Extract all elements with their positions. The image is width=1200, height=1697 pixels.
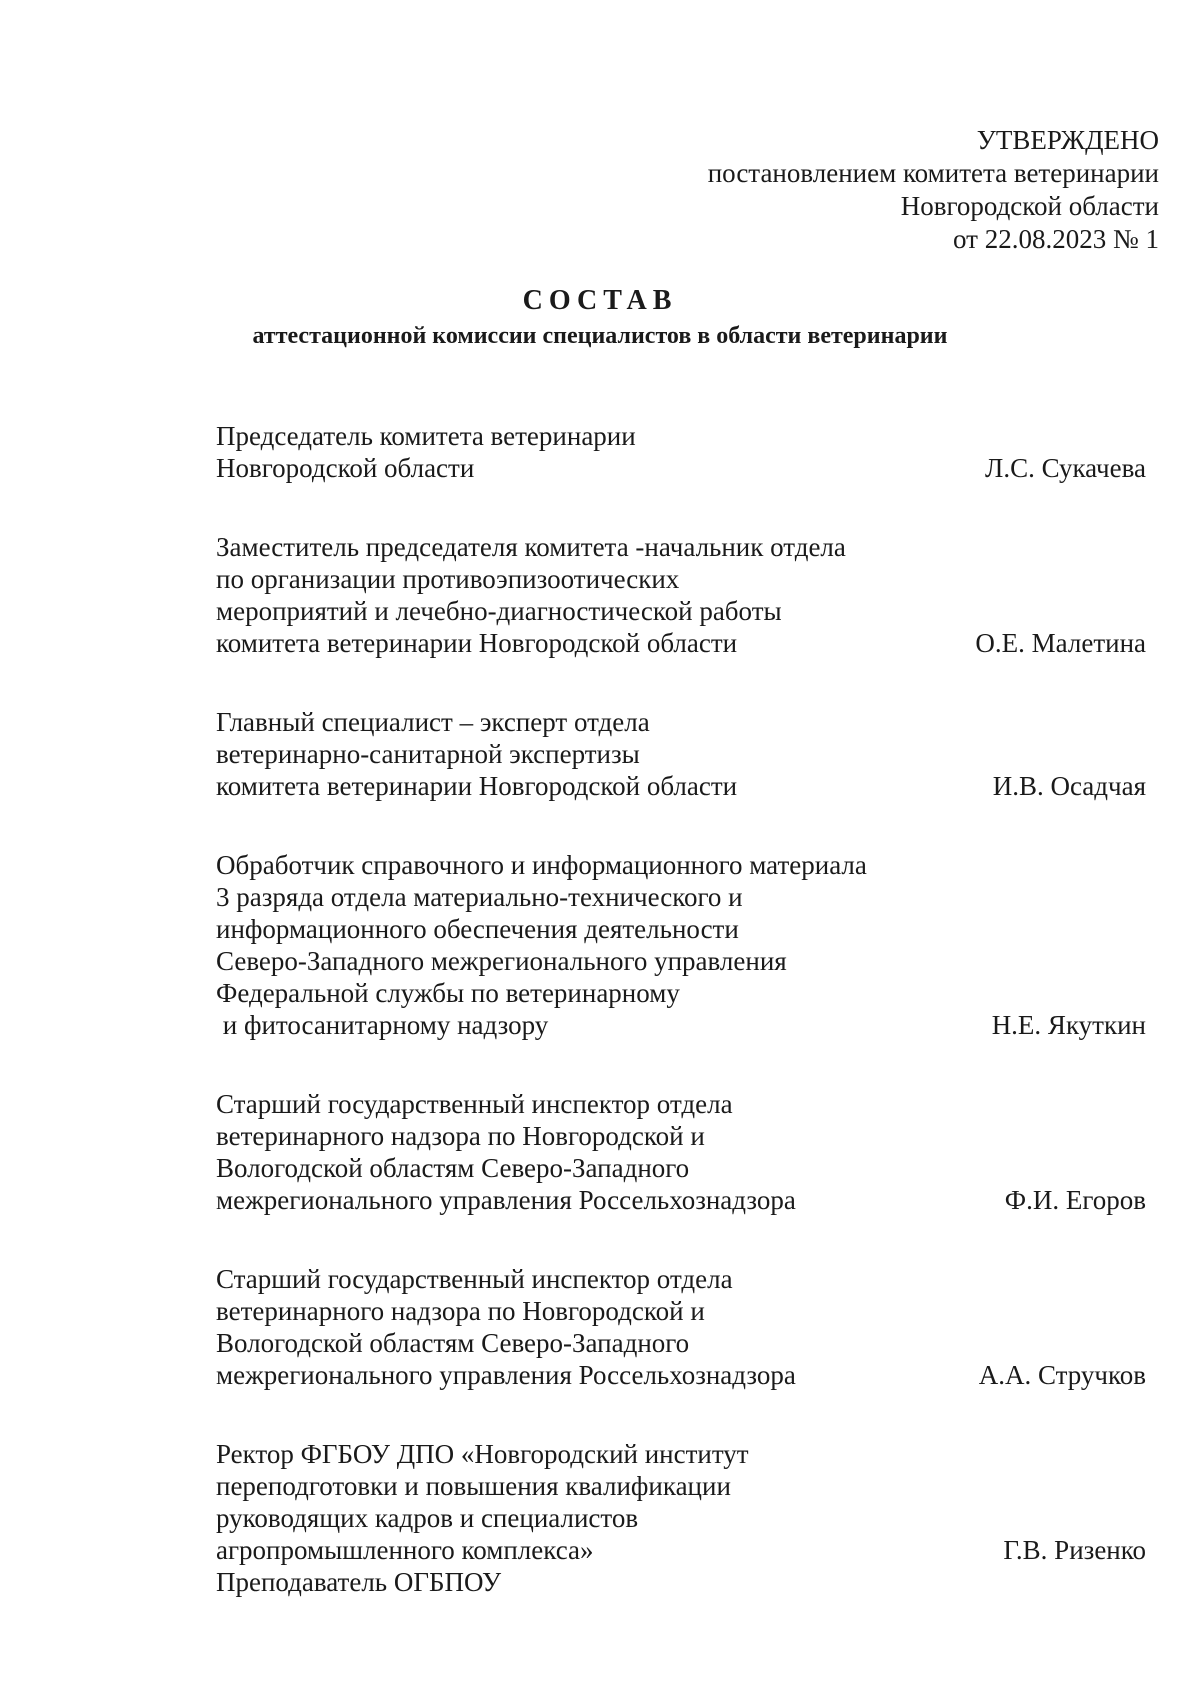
position-line: и фитосанитарному надзору bbox=[216, 1010, 549, 1040]
member-entry bbox=[216, 849, 1146, 1041]
position-line: ветеринарного надзора по Новгородской и bbox=[216, 1296, 705, 1326]
position-line: Вологодской областям Северо-Западного bbox=[216, 1153, 690, 1183]
member-position bbox=[216, 531, 916, 659]
position-line: Председатель комитета ветеринарии bbox=[216, 421, 636, 451]
member-position bbox=[216, 1263, 916, 1391]
position-line: ветеринарно-санитарной экспертизы bbox=[216, 739, 640, 769]
position-line: Вологодской областям Северо-Западного bbox=[216, 1328, 690, 1358]
approval-line: от 22.08.2023 № 1 bbox=[953, 224, 1159, 254]
approval-line: Новгородской области bbox=[900, 191, 1159, 221]
position-line: мероприятий и лечебно-диагностической работы bbox=[216, 596, 782, 626]
position-line: комитета ветеринарии Новгородской области bbox=[216, 628, 738, 658]
document-subtitle: аттестационной комиссии специалистов в области ветеринарии bbox=[252, 323, 948, 349]
member-name: Ф.И. Егоров bbox=[1004, 1185, 1146, 1215]
position-line: переподготовки и повышения квалификации bbox=[216, 1471, 731, 1501]
members-list bbox=[216, 420, 1146, 1645]
member-entry bbox=[216, 1088, 1146, 1216]
member-entry bbox=[216, 531, 1146, 659]
position-line: Федеральной службы по ветеринарному bbox=[216, 978, 680, 1008]
position-line: Преподаватель ОГБПОУ bbox=[216, 1567, 502, 1597]
position-line: агропромышленного комплекса» bbox=[216, 1535, 594, 1565]
position-line: по организации противоэпизоотических bbox=[216, 564, 680, 594]
member-entry bbox=[216, 1263, 1146, 1391]
position-line: Главный специалист – эксперт отдела bbox=[216, 707, 650, 737]
position-line: ветеринарного надзора по Новгородской и bbox=[216, 1121, 705, 1151]
position-line: Обработчик справочного и информационного материала bbox=[216, 850, 867, 880]
member-name: Г.В. Ризенко bbox=[1003, 1535, 1146, 1565]
position-line: межрегионального управления Россельхознадзора bbox=[216, 1360, 796, 1390]
position-line: межрегионального управления Россельхознадзора bbox=[216, 1185, 796, 1215]
member-name: А.А. Стручков bbox=[978, 1360, 1146, 1390]
approval-line: постановлением комитета ветеринарии bbox=[707, 158, 1159, 188]
position-line: Старший государственный инспектор отдела bbox=[216, 1089, 733, 1119]
approval-line: УТВЕРЖДЕНО bbox=[976, 125, 1159, 155]
document-title: СОСТАВ bbox=[522, 285, 678, 316]
member-entry bbox=[216, 1438, 1146, 1598]
member-name: Л.С. Сукачева bbox=[985, 453, 1146, 483]
member-position bbox=[216, 849, 916, 1041]
position-line: Ректор ФГБОУ ДПО «Новгородский институт bbox=[216, 1439, 749, 1469]
position-line: Старший государственный инспектор отдела bbox=[216, 1264, 733, 1294]
position-line: комитета ветеринарии Новгородской области bbox=[216, 771, 738, 801]
approval-stamp bbox=[708, 124, 1159, 256]
position-line: 3 разряда отдела материально-технического и bbox=[216, 882, 743, 912]
position-line: Северо-Западного межрегионального управления bbox=[216, 946, 787, 976]
position-line: информационного обеспечения деятельности bbox=[216, 914, 739, 944]
position-line: Новгородской области bbox=[216, 453, 475, 483]
member-name: И.В. Осадчая bbox=[992, 771, 1146, 801]
member-position bbox=[216, 1088, 916, 1216]
position-line: Заместитель председателя комитета -начальник отдела bbox=[216, 532, 846, 562]
member-name: О.Е. Малетина bbox=[975, 628, 1146, 658]
member-entry bbox=[216, 420, 1146, 484]
member-name: Н.Е. Якуткин bbox=[991, 1010, 1146, 1040]
member-position bbox=[216, 706, 916, 802]
position-line: руководящих кадров и специалистов bbox=[216, 1503, 639, 1533]
member-entry bbox=[216, 706, 1146, 802]
member-position bbox=[216, 420, 916, 484]
member-position bbox=[216, 1438, 916, 1598]
